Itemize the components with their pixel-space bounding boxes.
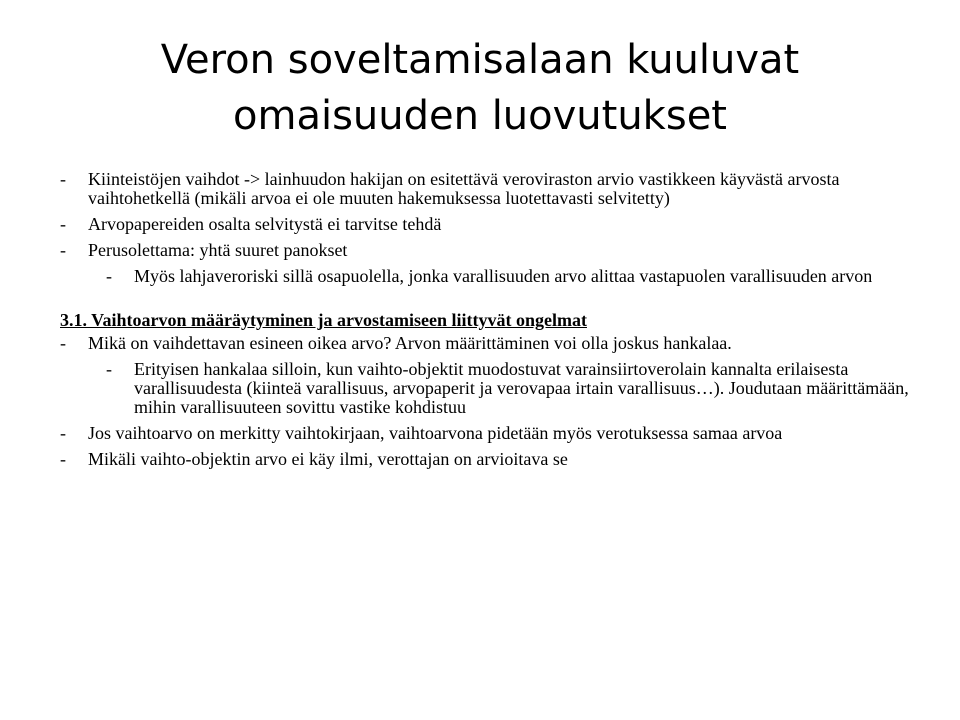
bullet-marker: - bbox=[106, 266, 112, 286]
bullet-marker: - bbox=[60, 240, 66, 260]
slide-title-line-1: Veron soveltamisalaan kuuluvat bbox=[160, 37, 800, 83]
bullet-item bbox=[60, 450, 910, 469]
sub-bullet-item bbox=[106, 267, 910, 286]
bullet-marker: - bbox=[60, 333, 66, 353]
slide-body bbox=[60, 170, 910, 476]
section-heading: 3.1. Vaihtoarvon määräytyminen ja arvostamiseen liittyvät ongelmat bbox=[60, 310, 587, 330]
bullet-item bbox=[60, 241, 910, 260]
bullet-text: Mikä on vaihdettavan esineen oikea arvo? Arvon määrittäminen voi olla joskus hankalaa. bbox=[88, 333, 732, 353]
sub-bullet-item bbox=[106, 360, 910, 417]
bullet-text: Perusolettama: yhtä suuret panokset bbox=[88, 240, 348, 260]
bullet-text: Myös lahjaveroriski sillä osapuolella, jonka varallisuuden arvo alittaa vastapuolen varallisuuden arvon bbox=[134, 266, 873, 286]
bullet-item bbox=[60, 170, 910, 208]
bullet-marker: - bbox=[106, 359, 112, 379]
bullet-text: Arvopapereiden osalta selvitystä ei tarvitse tehdä bbox=[88, 214, 442, 234]
bullet-marker: - bbox=[60, 169, 66, 189]
bullet-marker: - bbox=[60, 214, 66, 234]
bullet-item bbox=[60, 334, 910, 353]
bullet-text: Erityisen hankalaa silloin, kun vaihto-objektit muodostuvat varainsiirtoverolain kannalta erilaisesta varallisuudesta (kiinteä varallisuus, arvopaperit ja verovapaa irtain varallisuus…). Joudutaan määrittämään, mihin varallisuuteen sovittu vastike kohdistuu bbox=[134, 359, 909, 417]
bullet-text: Mikäli vaihto-objektin arvo ei käy ilmi, verottajan on arvioitava se bbox=[88, 449, 568, 469]
bullet-text: Jos vaihtoarvo on merkitty vaihtokirjaan, vaihtoarvona pidetään myös verotuksessa samaa arvoa bbox=[88, 423, 783, 443]
slide-title-line-2: omaisuuden luovutukset bbox=[233, 93, 727, 139]
bullet-text: Kiinteistöjen vaihdot -> lainhuudon hakijan on esitettävä veroviraston arvio vastikkeen käyvästä arvosta vaihtohetkellä (mikäli arvoa ei ole muuten hakemuksessa luotettavasti selvitetty) bbox=[88, 169, 840, 208]
bullet-item bbox=[60, 424, 910, 443]
bullet-item bbox=[60, 215, 910, 234]
slide-title bbox=[60, 32, 900, 144]
bullet-marker: - bbox=[60, 423, 66, 443]
bullet-marker: - bbox=[60, 449, 66, 469]
